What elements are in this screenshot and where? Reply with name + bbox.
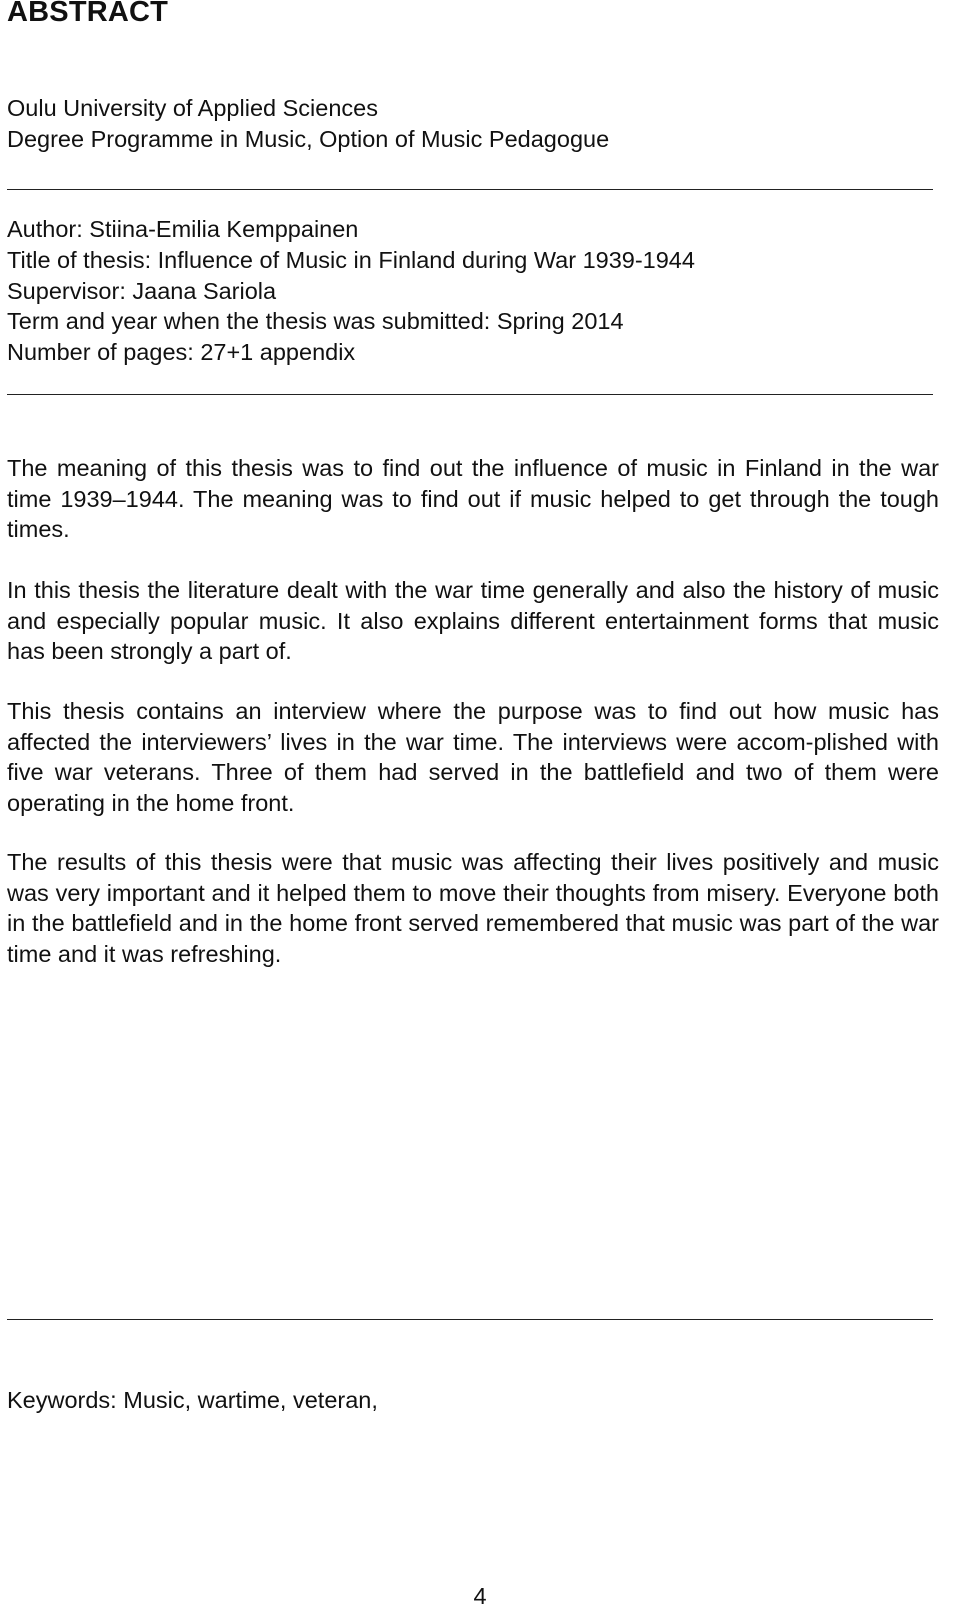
top-divider (7, 189, 933, 190)
author-line: Author: Stiina-Emilia Kemppainen (7, 216, 359, 242)
pages-line: Number of pages: 27+1 appendix (7, 339, 356, 366)
page-number: 4 (473, 1583, 487, 1609)
abstract-paragraph-3: This thesis contains an interview where the purpose was to find out how music has affected the interviewers’ lives in the war time. The interviews were accom-plished with five war veterans. Three of them had served in the battlefield and two of them were operating in the home front. (7, 698, 939, 817)
keywords-line: Keywords: Music, wartime, veteran, (7, 1387, 378, 1413)
institution-block (7, 93, 937, 155)
abstract-paragraph-4: The results of this thesis were that music was affecting their lives positively and music was very important and it helped them to move their thoughts from misery. Everyone both in the battlefield and in the home front served remembered that music was part of the war time and it was refreshing. (7, 849, 939, 968)
bottom-divider (7, 1319, 933, 1320)
middle-divider (7, 394, 933, 395)
supervisor-line: Supervisor: Jaana Sariola (7, 277, 277, 304)
abstract-paragraph-2: In this thesis the literature dealt with the war time generally and also the history of music and especially popular music. It also explains different entertainment forms that music has been strongly a part of. (7, 577, 939, 665)
abstract-paragraph-1: The meaning of this thesis was to find out the influence of music in Finland in the war time 1939–1944. The meaning was to find out if music helped to get through the tough times. (7, 455, 939, 543)
term-line: Term and year when the thesis was submitted: Spring 2014 (7, 308, 624, 335)
page-title: ABSTRACT (7, 0, 169, 28)
degree-programme: Degree Programme in Music, Option of Music Pedagogue (7, 125, 610, 152)
university-name: Oulu University of Applied Sciences (7, 95, 378, 121)
thesis-title-line: Title of thesis: Influence of Music in Finland during War 1939-1944 (7, 246, 695, 273)
thesis-details-block (7, 214, 937, 368)
